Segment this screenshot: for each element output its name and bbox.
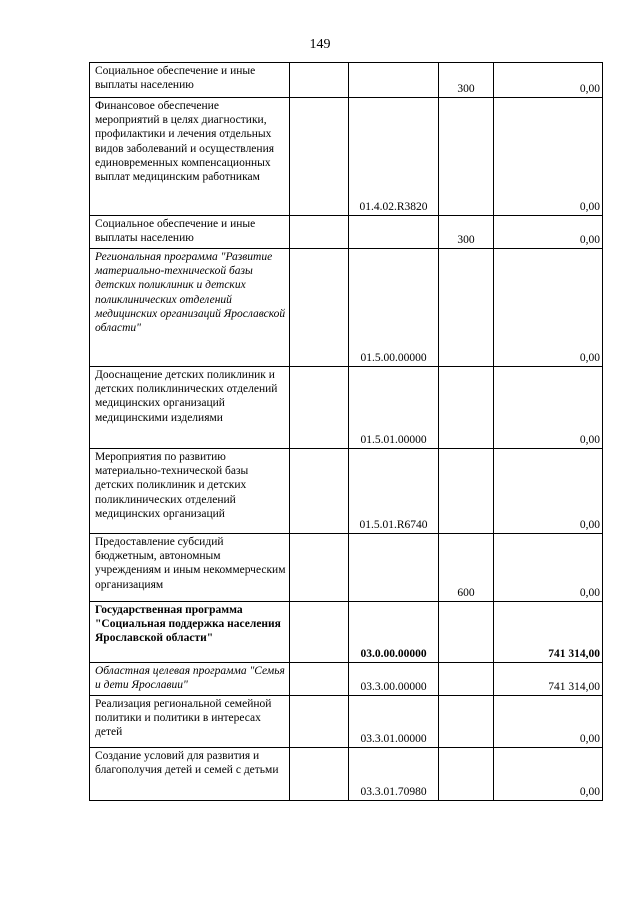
row-expense-type [439, 449, 494, 534]
table-row [90, 663, 603, 696]
row-empty-cell [290, 534, 349, 602]
table-row [90, 696, 603, 748]
row-code: 03.3.00.00000 [349, 663, 439, 696]
row-code: 01.4.02.R3820 [349, 98, 439, 216]
row-name: Социальное обеспечение и иные выплаты населению [90, 63, 290, 98]
row-name: Реализация региональной семейной политики и политики в интересах детей [90, 696, 290, 748]
row-sum: 741 314,00 [494, 663, 603, 696]
table-row [90, 63, 603, 98]
row-expense-type [439, 367, 494, 449]
row-empty-cell [290, 216, 349, 249]
row-expense-type: 300 [439, 216, 494, 249]
row-expense-type: 300 [439, 63, 494, 98]
row-code [349, 534, 439, 602]
table-row [90, 216, 603, 249]
row-name: Региональная программа "Развитие материально-технической базы детских поликлиник и детских поликлинических отделений медицинских организаций Ярославской области" [90, 249, 290, 367]
row-empty-cell [290, 602, 349, 663]
table-row [90, 98, 603, 216]
row-empty-cell [290, 696, 349, 748]
row-code: 01.5.01.R6740 [349, 449, 439, 534]
page-number: 149 [309, 37, 331, 52]
row-expense-type [439, 602, 494, 663]
row-sum: 0,00 [494, 98, 603, 216]
table-row [90, 534, 603, 602]
row-empty-cell [290, 449, 349, 534]
row-expense-type [439, 249, 494, 367]
row-sum: 0,00 [494, 696, 603, 748]
row-code: 03.3.01.00000 [349, 696, 439, 748]
row-code [349, 216, 439, 249]
row-name: Финансовое обеспечение мероприятий в целях диагностики, профилактики и лечения отдельных видов заболеваний и осуществления единовременных компенсационных выплат медицинским работникам [90, 98, 290, 216]
row-sum: 0,00 [494, 63, 603, 98]
row-empty-cell [290, 367, 349, 449]
row-sum: 741 314,00 [494, 602, 603, 663]
row-empty-cell [290, 98, 349, 216]
row-sum: 0,00 [494, 249, 603, 367]
row-sum: 0,00 [494, 534, 603, 602]
row-empty-cell [290, 748, 349, 801]
table-row [90, 367, 603, 449]
table-body [90, 63, 603, 801]
row-expense-type [439, 98, 494, 216]
row-name: Мероприятия по развитию материально-технической базы детских поликлиник и детских поликлинических отделений медицинских организаций [90, 449, 290, 534]
table-row [90, 748, 603, 801]
row-name: Социальное обеспечение и иные выплаты населению [90, 216, 290, 249]
row-name: Дооснащение детских поликлиник и детских поликлинических отделений медицинских организаций медицинскими изделиями [90, 367, 290, 449]
row-empty-cell [290, 63, 349, 98]
budget-table [89, 62, 603, 801]
table-row [90, 249, 603, 367]
table-row [90, 602, 603, 663]
row-sum: 0,00 [494, 449, 603, 534]
row-expense-type [439, 663, 494, 696]
row-code: 01.5.01.00000 [349, 367, 439, 449]
row-name: Областная целевая программа "Семья и дети Ярославии" [90, 663, 290, 696]
row-expense-type: 600 [439, 534, 494, 602]
row-empty-cell [290, 249, 349, 367]
row-name: Государственная программа "Социальная поддержка населения Ярославской области" [90, 602, 290, 663]
table-row [90, 449, 603, 534]
row-expense-type [439, 696, 494, 748]
row-name: Создание условий для развития и благополучия детей и семей с детьми [90, 748, 290, 801]
row-sum: 0,00 [494, 367, 603, 449]
row-code [349, 63, 439, 98]
row-code: 03.3.01.70980 [349, 748, 439, 801]
row-expense-type [439, 748, 494, 801]
row-name: Предоставление субсидий бюджетным, автономным учреждениям и иным некоммерческим организациям [90, 534, 290, 602]
row-empty-cell [290, 663, 349, 696]
row-sum: 0,00 [494, 748, 603, 801]
row-sum: 0,00 [494, 216, 603, 249]
row-code: 01.5.00.00000 [349, 249, 439, 367]
row-code: 03.0.00.00000 [349, 602, 439, 663]
